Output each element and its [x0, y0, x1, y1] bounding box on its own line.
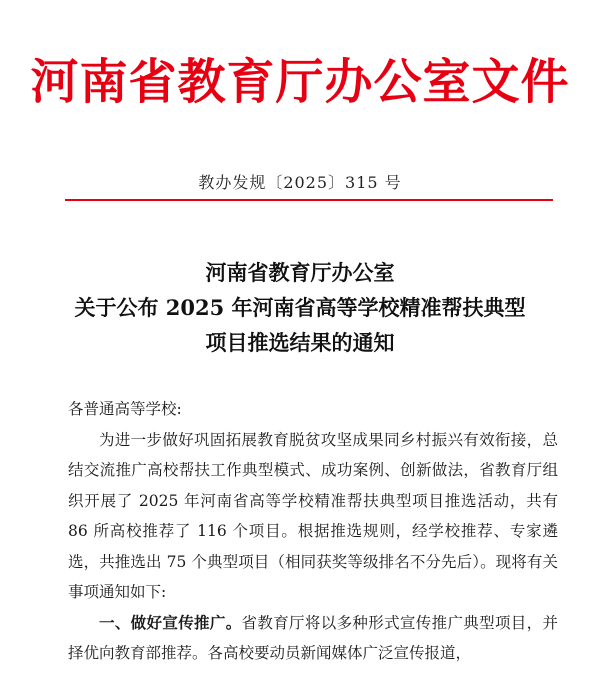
section-1-lead: 一、做好宣传推广。: [99, 612, 242, 632]
document-masthead: 河南省教育厅办公室文件: [30, 54, 570, 110]
document-title: [0, 255, 600, 360]
section-1-text: 省教育厅将以多种形式宣传推广典型项目，并择优向教育部推荐。各高校要动员新闻媒体广泛宣传报道，: [68, 613, 558, 662]
body-section-1: [68, 608, 558, 669]
document-body: [68, 394, 558, 669]
salutation: 各普通高等学校:: [68, 400, 182, 418]
document-number: 教办发规〔2025〕315 号: [198, 173, 402, 192]
body-paragraph-1: 为进一步做好巩固拓展教育脱贫攻坚成果同乡村振兴有效衔接，总结交流推广高校帮扶工作典型模式、成功案例、创新做法，省教育厅组织开展了 2025 年河南省高等学校精准帮扶典型项目推选活动，共有 86 所高校推荐了 116 个项目。根据推选规则，经学校推荐、专家遴选，共推选出 75 个典型项目（相同获奖等级排名不分先后）。现将有关事项通知如下:: [68, 430, 558, 601]
title-line-3: 项目推选结果的通知: [205, 330, 395, 355]
red-divider-line: [65, 199, 553, 201]
title-line-1: 河南省教育厅办公室: [205, 260, 395, 285]
title-line-2: 关于公布 2025 年河南省高等学校精准帮扶典型: [74, 295, 526, 320]
